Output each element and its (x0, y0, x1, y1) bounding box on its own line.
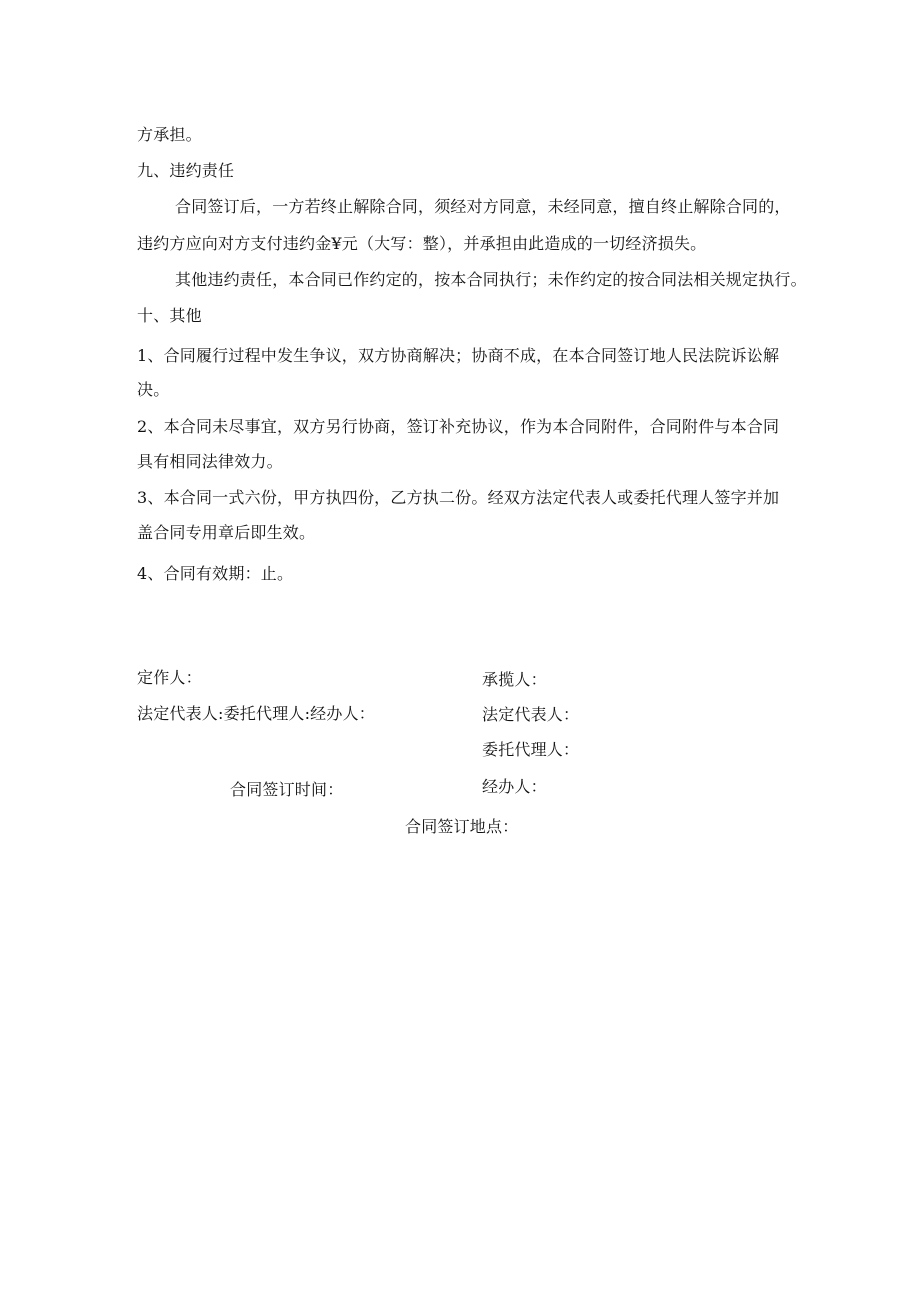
clause-8-ending: 方承担。 (137, 125, 202, 144)
signature-place: 合同签订地点： (405, 817, 519, 836)
section-heading-liability: 九、违约责任 (137, 161, 235, 180)
other-item-1-line-1: 1、合同履行过程中发生争议，双方协商解决；协商不成，在本合同签订地人民法院诉讼解 (137, 346, 780, 365)
other-item-3-line-1: 3、本合同一式六份，甲方执四份，乙方执二份。经双方法定代表人或委托代理人签字并加 (137, 488, 780, 507)
signature-right-handler: 经办人： (482, 777, 547, 796)
signature-right-party: 承揽人： (482, 670, 547, 689)
liability-paragraph-2: 其他违约责任，本合同已作约定的，按本合同执行；未作约定的按合同法相关规定执行。 (175, 270, 807, 289)
signature-left-time: 合同签订时间： (230, 780, 344, 799)
other-item-1-line-2: 决。 (137, 380, 170, 399)
section-heading-other: 十、其他 (137, 306, 202, 325)
signature-right-agent: 委托代理人： (482, 740, 580, 759)
liability-paragraph-1-line-1: 合同签订后，一方若终止解除合同，须经对方同意，未经同意，擅自终止解除合同的， (175, 197, 791, 216)
other-item-3-line-2: 盖合同专用章后即生效。 (137, 523, 316, 542)
other-item-2-line-1: 2、本合同未尽事宜，双方另行协商，签订补充协议，作为本合同附件，合同附件与本合同 (137, 417, 780, 436)
signature-right-legal-rep: 法定代表人： (482, 705, 580, 724)
other-item-4: 4、合同有效期：止。 (137, 564, 294, 583)
signature-left-representatives: 法定代表人:委托代理人:经办人： (137, 704, 375, 723)
other-item-2-line-2: 具有相同法律效力。 (137, 452, 283, 471)
signature-left-party: 定作人： (137, 668, 202, 687)
liability-paragraph-1-line-2: 违约方应向对方支付违约金¥元（大写：整），并承担由此造成的一切经济损失。 (137, 234, 707, 253)
